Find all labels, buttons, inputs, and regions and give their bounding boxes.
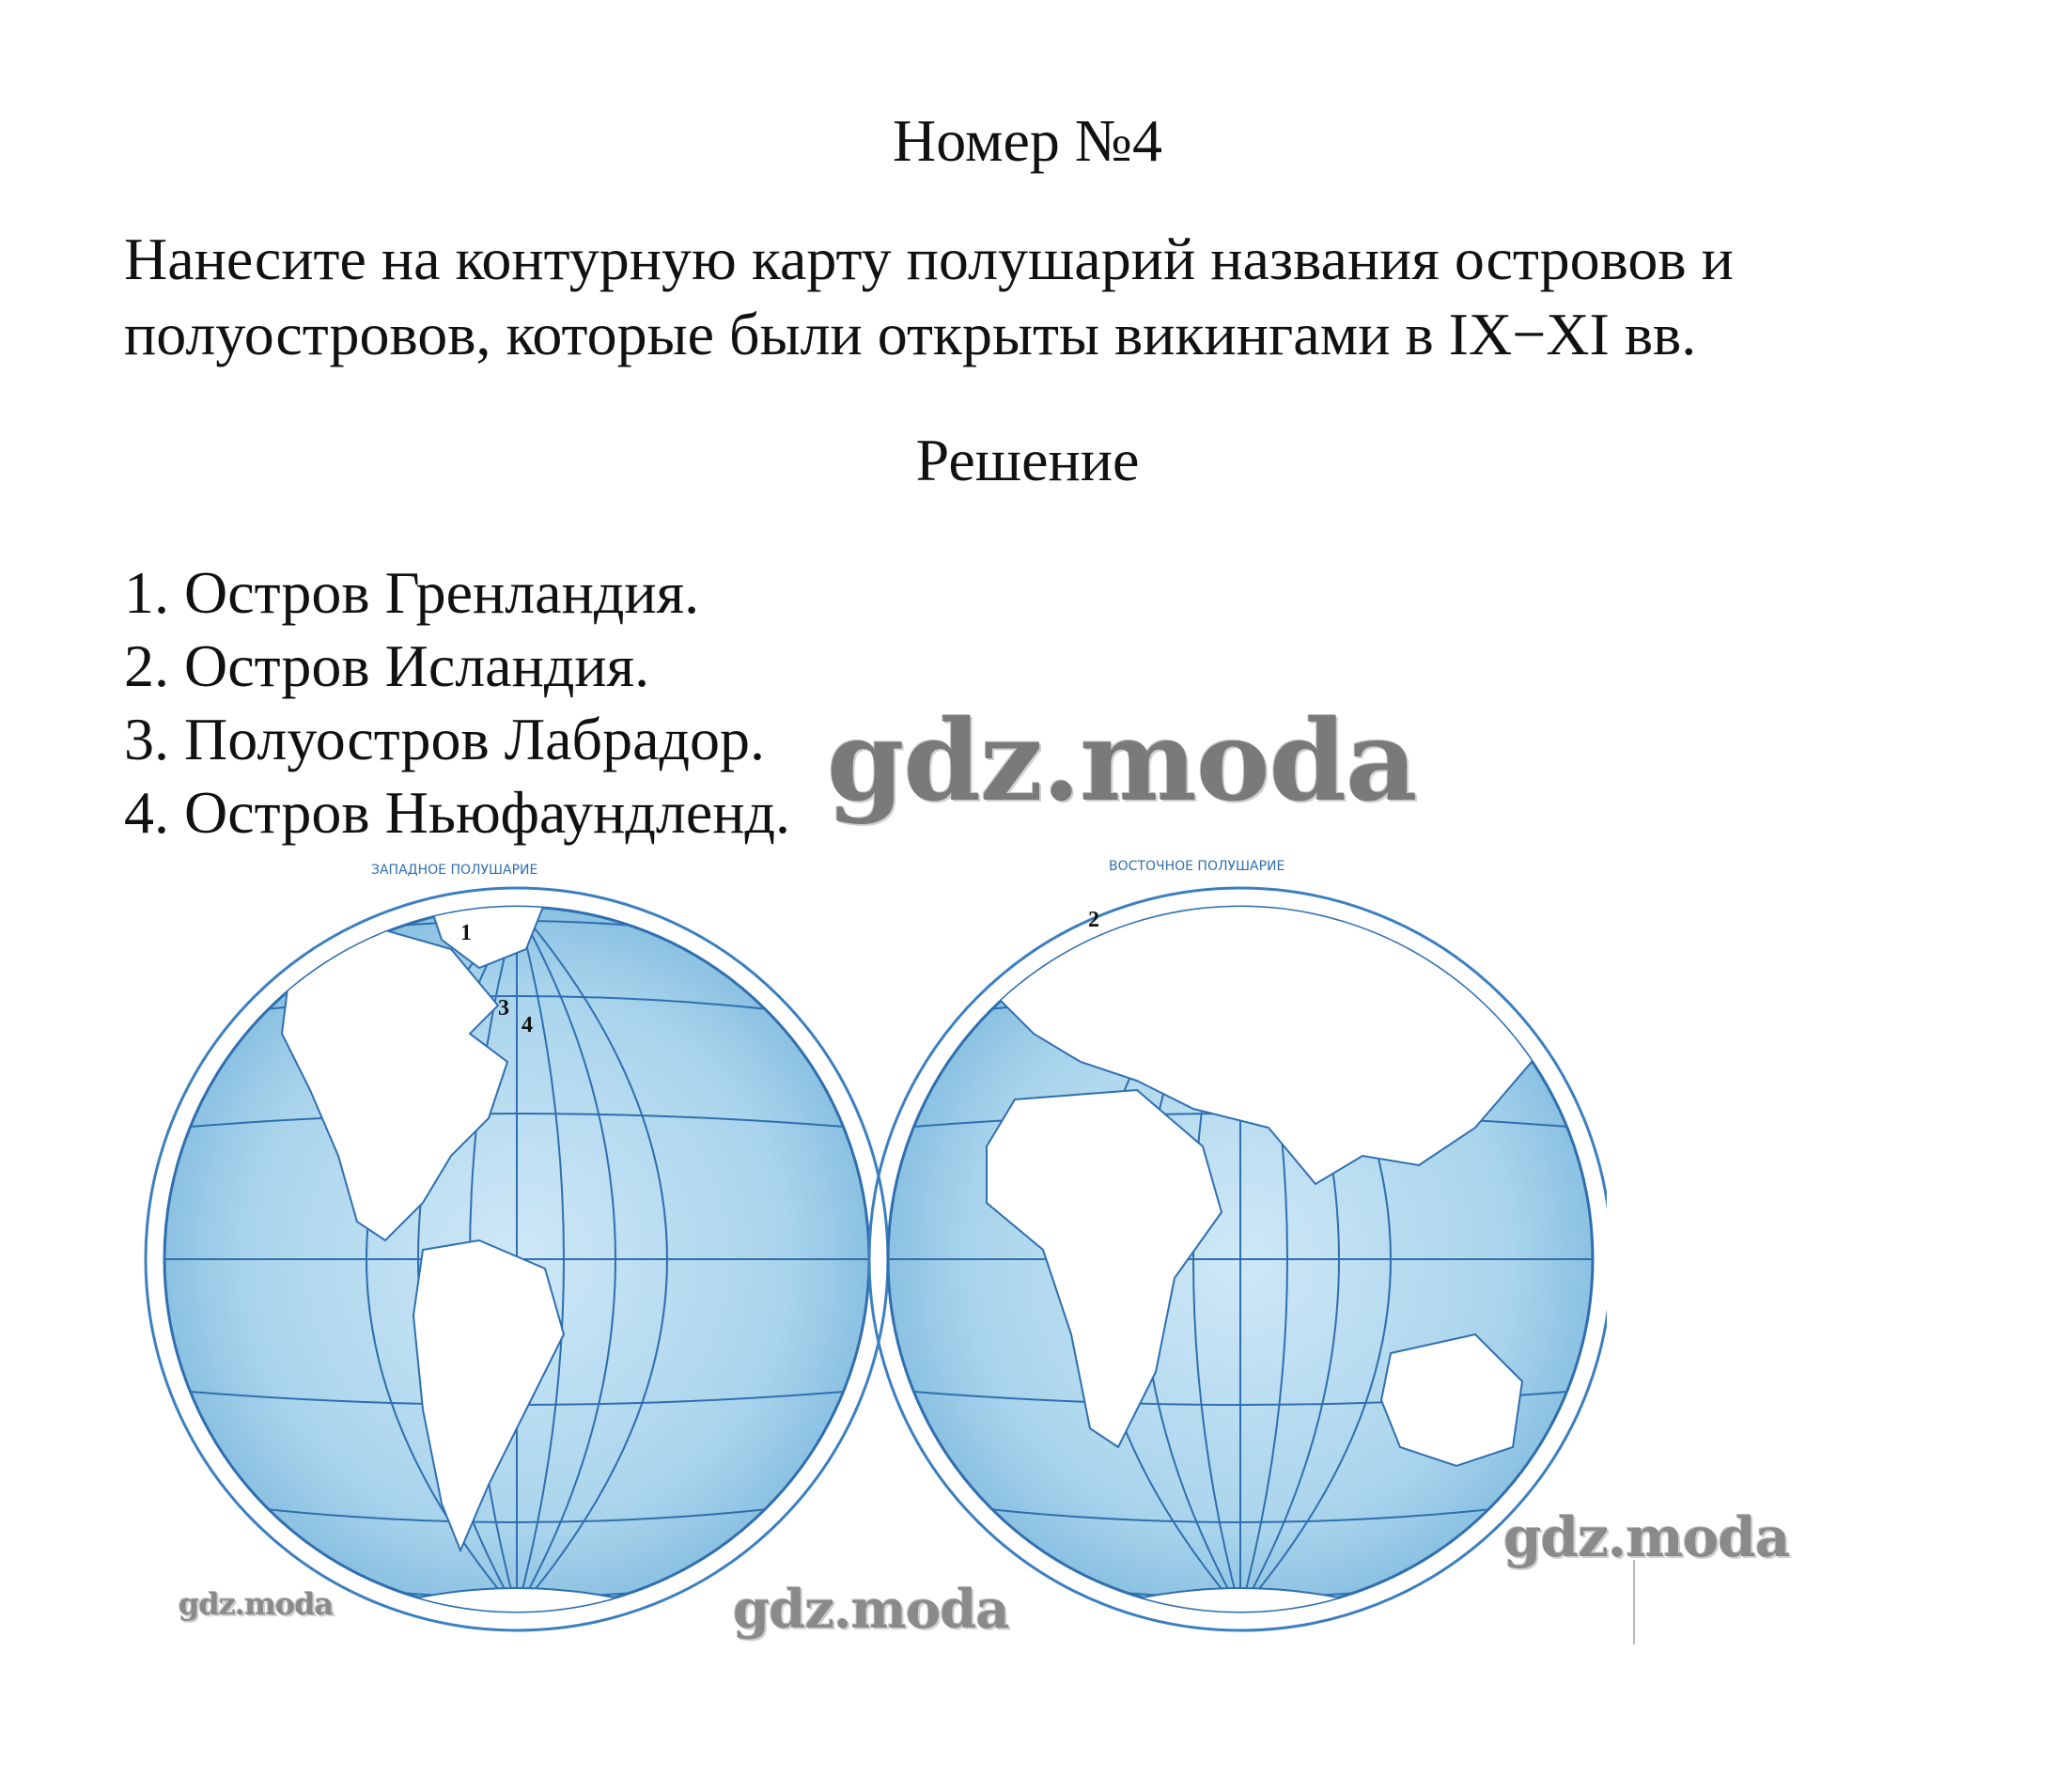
task-text <box>124 222 1985 372</box>
map-caption: ЗАПАДНОЕ ПОЛУШАРИЕ <box>371 863 538 878</box>
task-line: полуостровов, которые были открыты викингами в IX−XI вв. <box>124 301 1697 367</box>
task-line: Нанесите на контурную карту полушарий названия островов и <box>124 226 1734 292</box>
eastern-hemisphere <box>869 859 1607 1673</box>
map-marker: 4 <box>522 1013 533 1037</box>
solution-heading: Решение <box>915 427 1140 493</box>
answer-item: 4. Остров Ньюфаундленд. <box>124 779 791 846</box>
watermark-logo: gdz.moda <box>1503 1505 1790 1569</box>
western-hemisphere <box>146 863 888 1673</box>
answer-item: 2. Остров Исландия. <box>124 632 650 699</box>
hemispheres-map <box>141 846 1607 1673</box>
watermark-logo: gdz.moda <box>733 1579 1009 1641</box>
page-title: Номер №4 <box>893 107 1162 174</box>
answer-list <box>124 556 790 849</box>
map-marker: 2 <box>1088 908 1099 932</box>
watermark-logo: gdz.moda <box>179 1586 334 1622</box>
map-caption: ВОСТОЧНОЕ ПОЛУШАРИЕ <box>1109 859 1285 874</box>
watermark-logo: gdz.moda <box>827 695 1417 826</box>
answer-item: 1. Остров Гренландия. <box>124 559 700 626</box>
map-marker: 1 <box>460 921 472 945</box>
divider-line <box>1633 1560 1635 1644</box>
map-marker: 3 <box>498 996 509 1021</box>
answer-item: 3. Полуостров Лабрадор. <box>124 706 766 772</box>
